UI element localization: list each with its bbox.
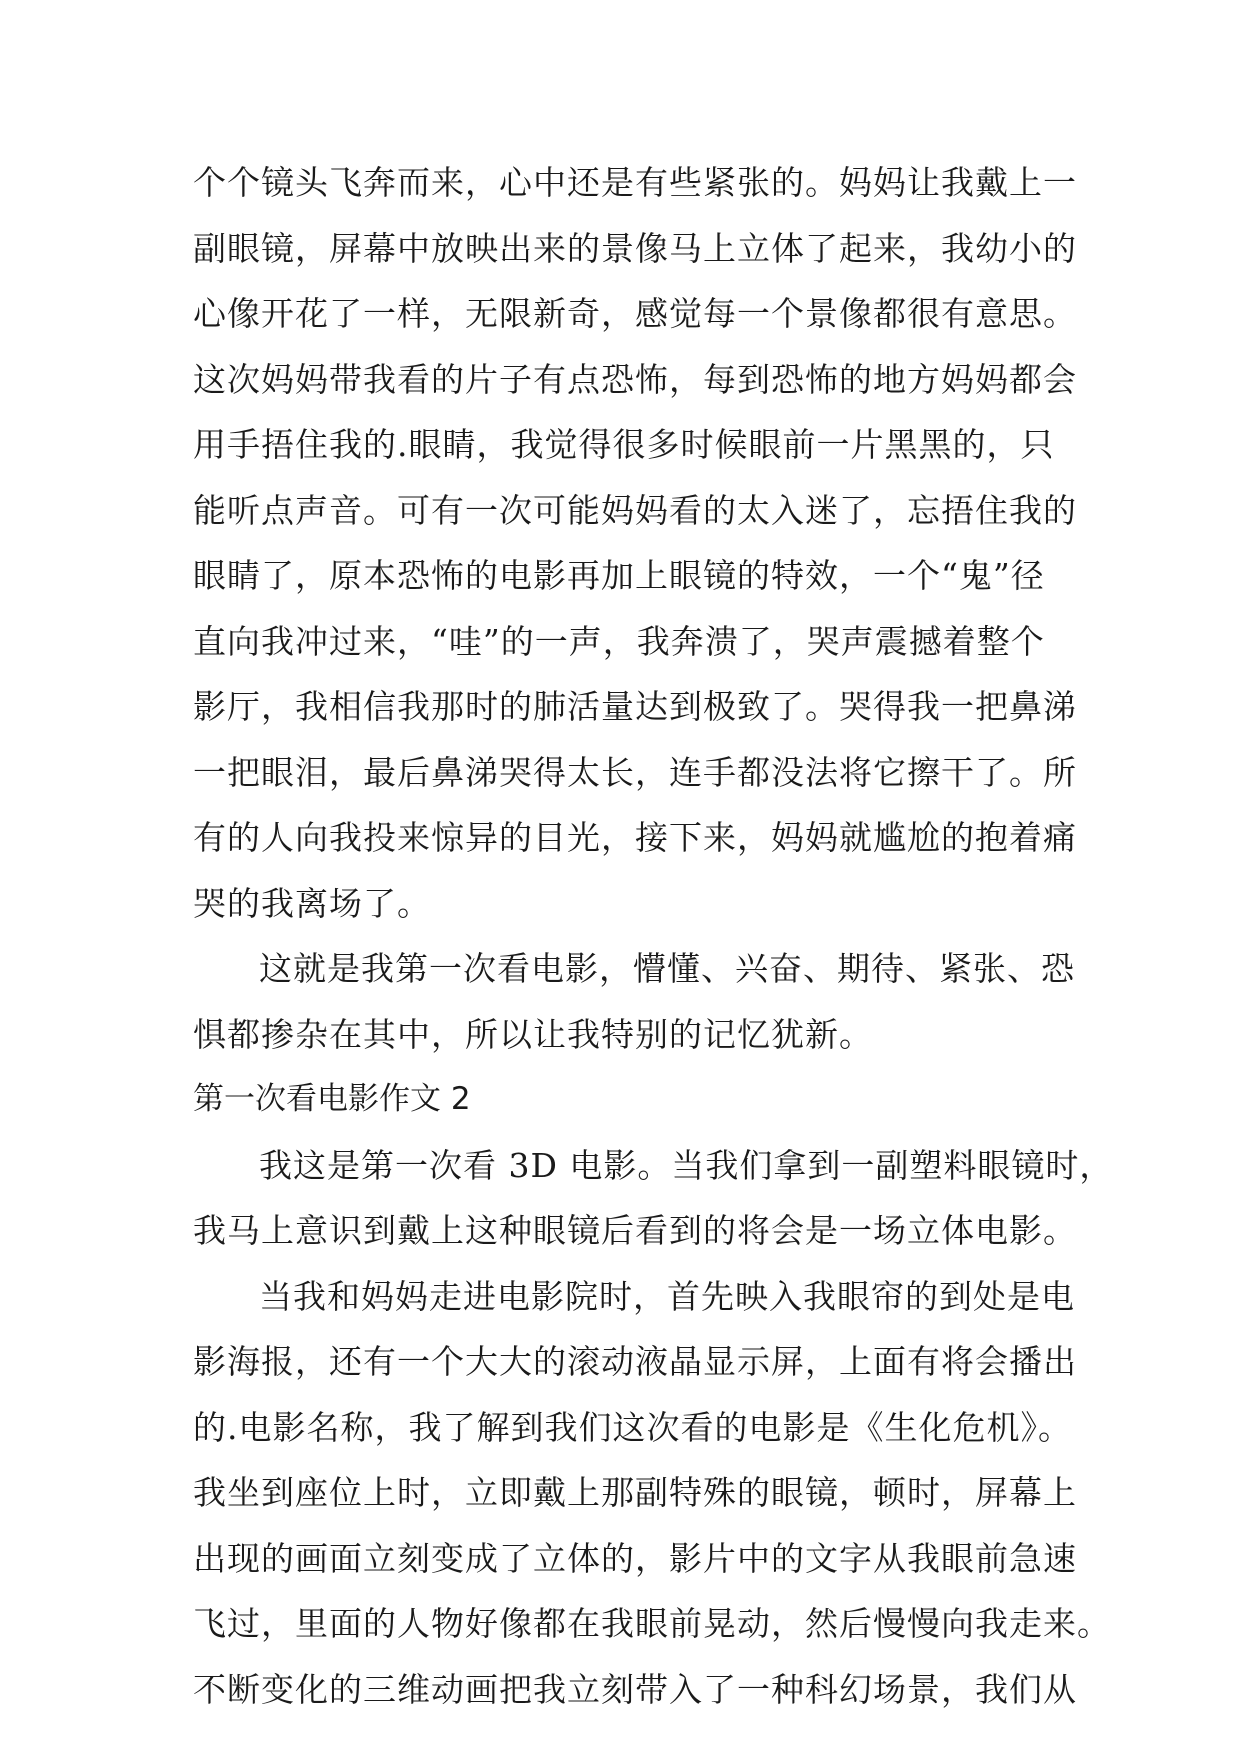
paragraph-1 [193, 150, 1083, 936]
text-line: 眼睛了，原本恐怖的电影再加上眼镜的特效，一个“鬼”径 [193, 556, 1045, 595]
text-line: 不断变化的三维动画把我立刻带入了一种科幻场景，我们从 [193, 1669, 1077, 1709]
text-line: 飞过，里面的人物好像都在我眼前晃动，然后慢慢向我走来。 [193, 1604, 1111, 1643]
section-heading: 第一次看电影作文 2 [193, 1081, 471, 1117]
text-line: 的.电影名称，我了解到我们这次看的电影是《生化危机》。 [193, 1407, 1072, 1447]
text-line: 影海报，还有一个大大的滚动液晶显示屏，上面有将会播出 [193, 1342, 1077, 1381]
document-body [193, 150, 1114, 1722]
paragraph-2 [193, 936, 1083, 1067]
text-line: 副眼镜，屏幕中放映出来的景像马上立体了起来，我幼小的 [193, 228, 1077, 268]
paragraph-4 [193, 1264, 1111, 1723]
text-line: 当我和妈妈走进电影院时，首先映入我眼帘的到处是电 [259, 1276, 1075, 1316]
text-line: 哭的我离场了。 [193, 883, 431, 923]
text-line: 这就是我第一次看电影，懵懂、兴奋、期待、紧张、恐 [259, 949, 1075, 988]
text-line: 能听点声音。可有一次可能妈妈看的太入迷了，忘捂住我的 [193, 490, 1077, 530]
text-line: 影厅，我相信我那时的肺活量达到极致了。哭得我一把鼻涕 [193, 687, 1077, 726]
text-line: 心像开花了一样，无限新奇，感觉每一个景像都很有意思。 [193, 294, 1077, 333]
text-line: 惧都掺杂在其中，所以让我特别的记忆犹新。 [193, 1014, 873, 1054]
text-line: 用手捂住我的.眼睛，我觉得很多时候眼前一片黑黑的，只 [193, 425, 1055, 464]
text-line: 个个镜头飞奔而来，心中还是有些紧张的。妈妈让我戴上一 [193, 163, 1077, 202]
text-line: 我马上意识到戴上这种眼镜后看到的将会是一场立体电影。 [193, 1211, 1077, 1250]
text-line: 一把眼泪，最后鼻涕哭得太长，连手都没法将它擦干了。所 [193, 752, 1077, 792]
text-line: 我坐到座位上时，立即戴上那副特殊的眼镜，顿时，屏幕上 [193, 1473, 1077, 1512]
text-line: 我这是第一次看 3D 电影。当我们拿到一副塑料眼镜时， [259, 1145, 1114, 1185]
text-line: 直向我冲过来，“哇”的一声，我奔溃了，哭声震撼着整个 [193, 621, 1045, 661]
paragraph-3 [193, 1133, 1114, 1264]
text-line: 这次妈妈带我看的片子有点恐怖，每到恐怖的地方妈妈都会 [193, 359, 1077, 399]
text-line: 出现的画面立刻变成了立体的，影片中的文字从我眼前急速 [193, 1538, 1077, 1578]
text-line: 有的人向我投来惊异的目光，接下来，妈妈就尴尬的抱着痛 [193, 818, 1077, 857]
